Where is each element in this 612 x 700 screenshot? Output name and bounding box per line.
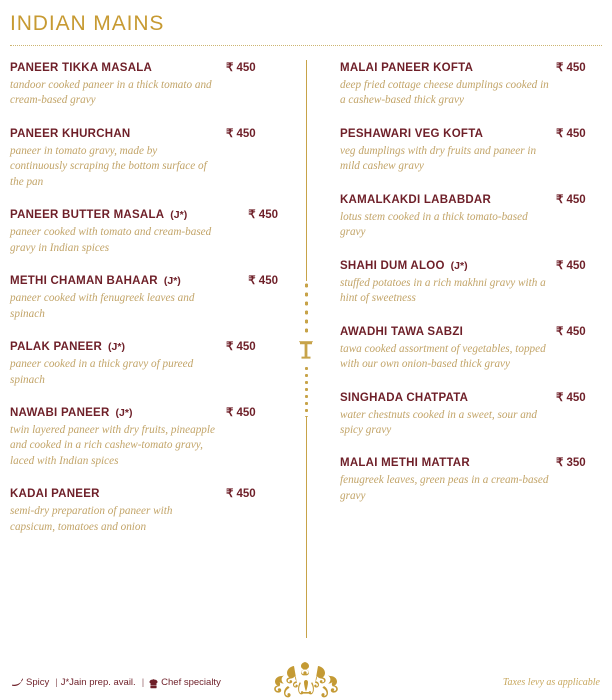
menu-header [10,12,602,36]
menu-item-description: paneer cooked in a thick gravy of pureed spinach [10,358,194,386]
menu-item-price: ₹ 450 [226,406,256,419]
menu-item-price: ₹ 450 [226,341,256,354]
menu-item-head [10,60,278,74]
legend-bar [11,677,224,688]
menu-item-head [340,324,608,338]
menu-item-head [10,339,278,353]
menu-item-head [10,273,278,287]
menu-item[interactable] [340,258,608,307]
menu-item-price: ₹ 450 [556,391,586,404]
menu-item-name: NAWABI PANEER [10,406,110,419]
menu-item-description: veg dumplings with dry fruits and paneer in mild cashew gravy [340,144,537,173]
menu-item[interactable] [340,324,608,373]
menu-item-head [340,455,608,469]
chili-pepper-icon [11,678,23,687]
menu-item-head [340,258,608,272]
menu-footer [0,640,612,700]
chef-hat-icon [149,679,158,689]
menu-item-name: PANEER BUTTER MASALA [10,209,165,222]
menu-columns [0,60,612,640]
menu-column-left [10,60,278,552]
menu-item-description: semi-dry preparation of paneer with capsicum, tomatoes and onion [10,505,173,533]
taxes-note: Taxes levy as applicable [502,677,600,688]
menu-item[interactable] [10,405,278,469]
menu-item[interactable] [10,273,278,322]
menu-item-name: SHAHI DUM ALOO [340,259,445,272]
menu-item-price: ₹ 450 [248,209,278,222]
menu-item-head [10,207,278,221]
menu-item-name: MALAI PANEER KOFTA [340,62,474,74]
menu-item-description: paneer in tomato gravy, made by continuously scraping the bottom surface of the pan [10,144,207,188]
menu-item-jain-tag: (J*) [450,259,468,272]
header-divider-rule [10,45,602,46]
menu-item-name: PANEER KHURCHAN [10,127,131,140]
menu-item-name: SINGHADA CHATPATA [340,391,469,404]
menu-item-description: stuffed potatoes in a rich makhni gravy with a hint of sweetness [340,276,546,305]
menu-item-description: paneer cooked with tomato and cream-based gravy in Indian spices [10,226,212,254]
menu-item-price: ₹ 450 [248,275,278,288]
menu-item[interactable] [340,192,608,241]
legend-jain-label: J*Jain prep. avail. [60,677,136,688]
menu-item-jain-tag: (J*) [163,275,181,288]
menu-item[interactable] [340,60,608,109]
menu-item-head [10,126,278,140]
menu-item-price: ₹ 450 [226,62,256,74]
menu-item-head [10,486,278,500]
menu-item[interactable] [10,339,278,388]
menu-item[interactable] [340,455,608,504]
menu-item-head [340,60,608,74]
legend-separator: | [55,677,58,688]
menu-item[interactable] [10,486,278,535]
menu-item-head [10,405,278,419]
menu-item-name: AWADHI TAWA SABZI [340,325,464,338]
menu-item-name: PANEER TIKKA MASALA [10,62,153,74]
menu-item-price: ₹ 450 [556,193,586,206]
menu-item-jain-tag: (J*) [170,209,188,222]
menu-item-name: METHI CHAMAN BAHAAR [10,275,158,288]
bottom-flourish-ornament [258,656,354,700]
menu-item-price: ₹ 450 [556,127,586,140]
menu-item-name: KADAI PANEER [10,488,100,501]
menu-item[interactable] [10,207,278,256]
menu-item-jain-tag: (J*) [115,406,133,419]
menu-item-description: tandoor cooked paneer in a thick tomato and cream-based gravy [10,79,212,107]
menu-item-name: KAMALKAKDI LABABDAR [340,193,492,206]
menu-column-right [340,60,608,521]
menu-item-price: ₹ 450 [226,488,256,501]
menu-item-description: fenugreek leaves, green peas in a cream-based gravy [340,474,549,502]
menu-item-description: water chestnuts cooked in a sweet, sour and spicy gravy [340,408,537,436]
menu-item-description: twin layered paneer with dry fruits, pineapple and cooked in a rich cashew-tomato gravy, laced with Indian spices [10,423,215,467]
menu-item[interactable] [10,60,278,109]
menu-item-head [340,192,608,206]
menu-item-description: paneer cooked with fenugreek leaves and spinach [10,292,195,320]
menu-item-description: deep fried cottage cheese dumplings cooked in a cashew-based thick gravy [340,79,549,107]
menu-item-price: ₹ 450 [556,259,586,272]
menu-item[interactable] [340,390,608,439]
menu-item-price: ₹ 450 [226,127,256,140]
menu-item[interactable] [10,126,278,190]
page-title: INDIAN MAINS [10,12,165,35]
menu-item-name: MALAI METHI MATTAR [340,457,470,470]
menu-item-name: PESHAWARI VEG KOFTA [340,127,484,140]
menu-item-price: ₹ 350 [556,457,586,470]
menu-item[interactable] [340,126,608,175]
legend-separator: | [141,677,145,688]
menu-item-price: ₹ 450 [556,325,586,338]
menu-item-name: PALAK PANEER [10,341,103,354]
menu-item-price: ₹ 450 [556,62,586,74]
menu-item-description: tawa cooked assortment of vegetables, topped with our own onion-based thick gravy [340,342,546,371]
legend-spicy-label: Spicy [26,677,50,688]
menu-item-jain-tag: (J*) [108,341,125,354]
menu-item-description: lotus stem cooked in a thick tomato-based gravy [340,210,528,239]
menu-item-head [340,390,608,404]
menu-item-head [340,126,608,140]
legend-chef-label: Chef specialty [161,677,221,688]
